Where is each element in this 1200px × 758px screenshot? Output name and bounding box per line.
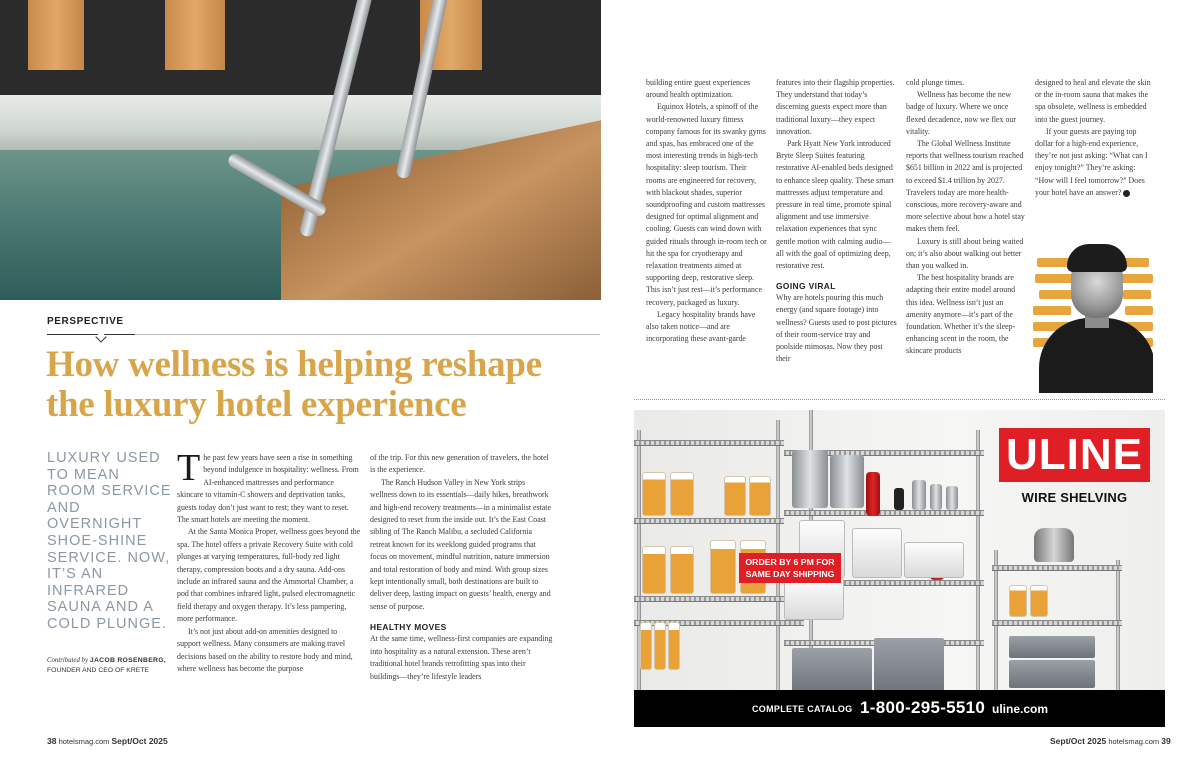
paragraph: Legacy hospitality brands have also taken notice—and are incorporating these avant-garde — [646, 309, 756, 344]
article-headline: How wellness is helping reshape the luxury hotel experience — [46, 344, 542, 425]
cold-plunge-photo — [0, 0, 601, 300]
paragraph: At the same time, wellness-first companies are expanding into hospitality as a natural extension. These aren’t traditional hotel brands retrofitting spas into their buildings—they’re lifestyle leaders — [370, 634, 553, 681]
paragraph: At the Santa Monica Proper, wellness goes beyond the spa. The hotel offers a private Recovery Suite with cold plunges at varying temperatures, full-body red light therapy, compression boots and a dry sauna. Add-ons include an infrared sauna and the Ammortal Chamber, a pod that combines infrared light, pulsed electromagnetic field therapy and oxygen therapy. It’s less pampering, more performance. — [177, 527, 361, 624]
paragraph: The Global Wellness Institute reports that wellness tourism reached $651 billion in 2022 and is projected to exceed $1.4 trillion by 2027. Travelers today are more health-conscious, more recovery-aware and more selective about how a hotel stay makes them feel. — [906, 139, 1025, 234]
contributor-credit — [47, 656, 172, 676]
paragraph: Luxury is still about being waited on; it’s also about walking out better than you walked in. — [906, 236, 1024, 271]
shipping-badge: ORDER BY 6 PM FOR SAME DAY SHIPPING — [739, 553, 841, 583]
contributor-label: Contributed by — [47, 657, 88, 664]
folio-issue: Sept/Oct 2025 — [111, 736, 168, 746]
paragraph: The Ranch Hudson Valley in New York strips wellness down to its essentials—daily hikes, breathwork and high-end recovery treatments—in a minimalist estate designed to reset from the inside out. It’s the East Coast sibling of The Ranch Malibu, a secluded California retreat known for its weeklong guided programs that focus on movement, mindful nutrition, nature immersion and total restoration of body and mind. With group sizes kept intentionally small, both destinations are built to deliver deep, lasting impact on guests’ health, energy and sense of purpose. — [370, 477, 551, 611]
paragraph: Wellness has become the new badge of luxury. Where we once flexed decadence, now we flex our vitality. — [906, 90, 1016, 136]
paragraph: designed to heal and elevate the skin or the in-room sauna that makes the spa obsolete, wellness is embedded into the guest journey. — [1035, 78, 1151, 124]
ad-contact-bar — [634, 690, 1165, 727]
catalog-label: COMPLETE CATALOG — [752, 704, 853, 714]
subhead: GOING VIRAL — [776, 281, 836, 292]
body-column-1 — [177, 447, 362, 675]
section-rule-pointer — [47, 334, 135, 335]
section-label: PERSPECTIVE — [47, 316, 124, 327]
brand-name: ULINE — [1006, 430, 1143, 479]
paragraph: The best hospitality brands are adapting their entire model around this idea. Wellness isn’t just an amenity anymore—it’s part of the foundation. Whether it’s the sleep-enhancing scent in the room, the skincare products — [906, 273, 1016, 356]
right-folio — [1050, 736, 1171, 746]
paragraph: Equinox Hotels, a spinoff of the world-renowned luxury fitness company famous for its swanky gyms and spas, has embraced one of the most interesting trends in high-tech hospitality: sleep tourism. Their rooms are engineered for recovery, with blackout shades, superior soundproofing and custom mattresses designed for optimal alignment and cooling. Guests can wind down with guided rituals through in-room tech or hit the spa for cryotherapy and relaxation treatments aimed at supporting deep, restorative sleep. This isn’t just rest—it’s performance recovery, packaged as luxury. — [646, 102, 767, 307]
paragraph: Why are hotels pouring this much energy (and square footage) into wellness? Guests used to post pictures of their room-service tray and poolside mimosas. Now they post their — [776, 293, 897, 364]
left-folio — [47, 736, 168, 746]
phone-number[interactable]: 1-800-295-5510 — [860, 698, 986, 717]
body-column-5 — [906, 77, 1027, 358]
paragraph: of the trip. For this new generation of travelers, the hotel is the experience. — [370, 453, 549, 475]
subhead: HEALTHY MOVES — [370, 622, 447, 633]
body-column-6 — [1035, 77, 1153, 199]
drop-cap: T — [177, 447, 201, 489]
body-column-4 — [776, 77, 897, 365]
page-number: 39 — [1161, 736, 1171, 746]
page-number: 38 — [47, 736, 57, 746]
uline-logo — [999, 428, 1150, 482]
end-of-article-mark-icon — [1123, 190, 1130, 197]
ad-product: WIRE SHELVING — [1021, 490, 1128, 505]
paragraph: building entire guest experiences around health optimization. — [646, 78, 751, 100]
paragraph: he past few years have seen a rise in something beyond indulgence in hospitality: wellness. From AI-enhanced mattresses and performance skincare to vitamin-C showers and deprivation tanks, guests today don’t just want to rest; they want to reset. The smart hotels are meeting the moment. — [177, 453, 359, 525]
website-link[interactable]: uline.com — [992, 702, 1049, 716]
paragraph: features into their flagship properties. They understand that today’s discerning guests expect more than traditional luxury—they expect innovation. — [776, 78, 895, 136]
paragraph: Park Hyatt New York introduced Bryte Sleep Suites featuring restorative AI-enabled beds designed to enhance sleep quality. These smart mattresses adjust temperature and pressure in real time, promote spinal alignment and use immersive relaxation experiences that sync gentle motion with calming audio—all with the goal of optimizing deep, restorative rest. — [776, 139, 894, 271]
paragraph: If your guests are paying top dollar for a high-end experience, they’re not just asking: “What can I enjoy tonight?” They’re asking: “How will I feel tomorrow?” Does your hotel have an answer? — [1035, 126, 1148, 197]
author-portrait — [1033, 240, 1153, 393]
body-column-3 — [646, 77, 768, 345]
folio-site: hotelsmag.com — [1108, 737, 1160, 746]
folio-issue: Sept/Oct 2025 — [1050, 736, 1107, 746]
folio-site: hotelsmag.com — [58, 737, 110, 746]
paragraph: cold plunge times. — [906, 78, 965, 87]
pull-quote: LUXURY USED TO MEAN ROOM SERVICE AND OVERNIGHT SHOE-SHINE SERVICE. NOW, IT’S AN INFRARED SAUNA AND A COLD PLUNGE. — [47, 450, 172, 632]
contributor-name: JACOB ROSENBERG, — [89, 657, 167, 664]
paragraph: It’s not just about add-on amenities designed to support wellness. Many consumers are making travel decisions based on the ability to restore body and mind, where wellness has become the purpose — [177, 626, 353, 673]
contributor-title: FOUNDER AND CEO OF KRETE — [47, 667, 149, 674]
body-column-2 — [370, 452, 553, 683]
column-divider — [634, 399, 1165, 400]
